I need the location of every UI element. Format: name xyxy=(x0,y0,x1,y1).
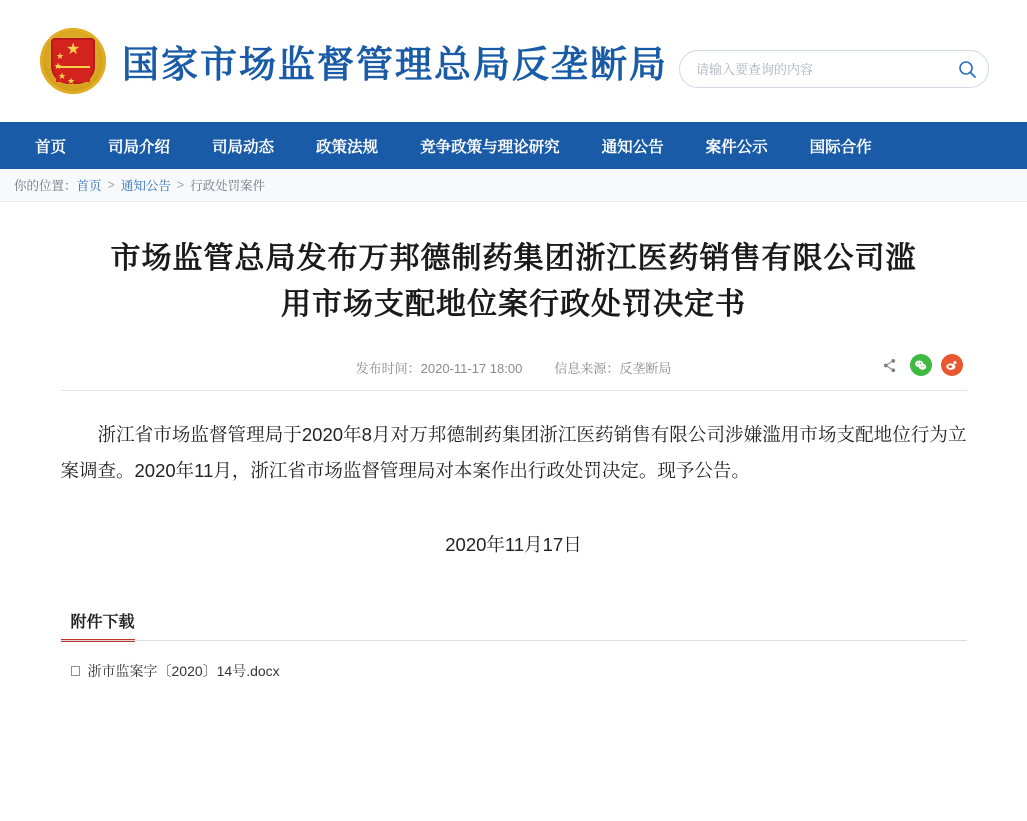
nav-item-news[interactable]: 司局动态 xyxy=(212,138,275,156)
nav-item-cases[interactable]: 案件公示 xyxy=(705,138,768,156)
share-icon[interactable] xyxy=(879,354,901,376)
breadcrumb-item-home[interactable]: 首页 xyxy=(76,179,102,193)
page-content xyxy=(0,202,1027,681)
article-date-line: 2020年11月17日 xyxy=(445,534,582,555)
nav-item-research[interactable]: 竞争政策与理论研究 xyxy=(420,138,560,156)
breadcrumb-separator: > xyxy=(176,178,185,192)
nav-item-policy[interactable]: 政策法规 xyxy=(316,138,379,156)
weibo-icon[interactable] xyxy=(941,354,963,376)
meta-divider xyxy=(61,390,967,391)
attachment-file-name[interactable]: 浙市监案字〔2020〕14号.docx xyxy=(87,663,280,679)
attachment-divider xyxy=(61,640,967,641)
site-header xyxy=(0,0,1027,122)
attachment-item[interactable] xyxy=(71,661,967,681)
article xyxy=(61,202,967,681)
share-bar xyxy=(879,354,963,376)
breadcrumb xyxy=(0,169,1027,202)
article-source: 信息来源：反垄断局 xyxy=(554,360,672,376)
attachment-list xyxy=(61,661,967,681)
attachment-heading: 附件下载 xyxy=(61,609,135,642)
article-body: 浙江省市场监督管理局于2020年8月对万邦德制药集团浙江医药销售有限公司涉嫌滥用市场支配地位行为立案调查。2020年11月，浙江省市场监督管理局对本案作出行政处罚决定。现予公告。 xyxy=(60,424,967,481)
breadcrumb-separator: > xyxy=(107,178,115,192)
article-meta xyxy=(61,350,967,384)
main-navigation xyxy=(0,122,1027,169)
breadcrumb-item-notices[interactable]: 通知公告 xyxy=(120,179,171,193)
search-button[interactable] xyxy=(946,51,988,87)
attachment-section xyxy=(61,609,967,681)
document-icon xyxy=(71,666,80,676)
breadcrumb-prefix: 你的位置： xyxy=(14,179,77,193)
article-title: 市场监管总局发布万邦德制药集团浙江医药销售有限公司滥用市场支配地位案行政处罚决定书 xyxy=(110,242,917,321)
nav-item-home[interactable]: 首页 xyxy=(35,138,67,156)
national-emblem-icon: ★ ★ ★ ★ ★ xyxy=(38,26,108,96)
publish-time: 发布时间：2020-11-17 18:00 xyxy=(355,360,523,376)
breadcrumb-item-current: 行政处罚案件 xyxy=(190,179,266,193)
nav-item-cooperation[interactable]: 国际合作 xyxy=(809,138,872,156)
search-box[interactable] xyxy=(679,50,989,88)
nav-item-about[interactable]: 司局介绍 xyxy=(108,138,171,156)
search-input[interactable] xyxy=(680,62,946,77)
site-title: 国家市场监督管理总局反垄断局 xyxy=(122,45,668,86)
search-icon xyxy=(958,60,977,79)
wechat-icon[interactable] xyxy=(910,354,932,376)
nav-item-notices[interactable]: 通知公告 xyxy=(601,138,664,156)
